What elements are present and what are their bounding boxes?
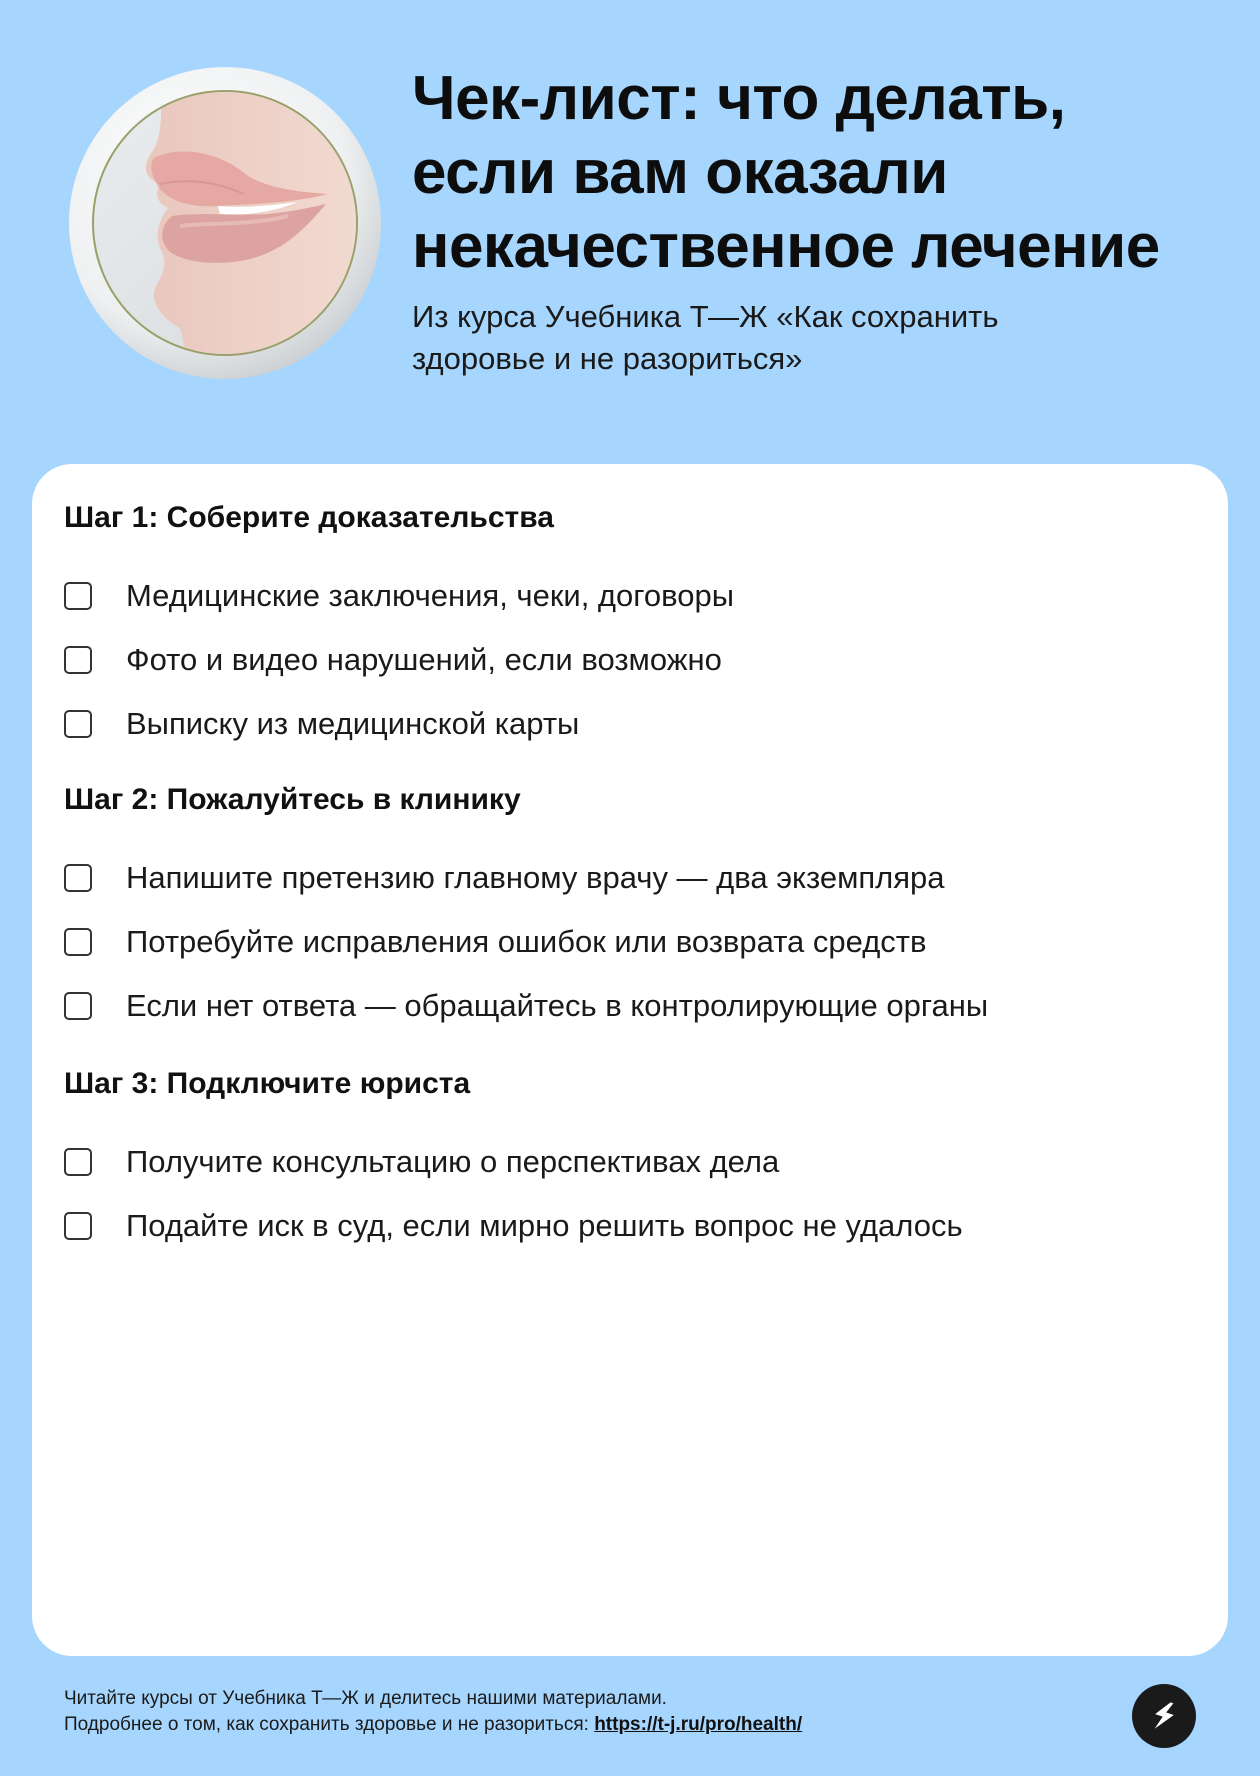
checklist-item-label: Выписку из медицинской карты bbox=[126, 706, 580, 741]
subtitle-line: здоровье и не разориться» bbox=[412, 341, 803, 376]
footer bbox=[64, 1686, 1064, 1738]
checklist-item[interactable] bbox=[64, 910, 1204, 974]
checkbox[interactable] bbox=[64, 864, 92, 892]
lightning-icon bbox=[1146, 1698, 1182, 1734]
step-3 bbox=[64, 1064, 1204, 1258]
checklist-card bbox=[32, 464, 1228, 1656]
title-line: Чек-лист: что делать, bbox=[412, 64, 1066, 133]
checklist-item[interactable] bbox=[64, 1130, 1204, 1194]
page-title bbox=[412, 62, 1232, 284]
footer-line: Читайте курсы от Учебника Т—Ж и делитесь нашими материалами. bbox=[64, 1688, 667, 1709]
checklist-item-label: Получите консультацию о перспективах дела bbox=[126, 1144, 780, 1179]
checkbox[interactable] bbox=[64, 1212, 92, 1240]
step-1 bbox=[64, 498, 1204, 756]
checklist bbox=[64, 564, 1204, 756]
checklist-item-label: Подайте иск в суд, если мирно решить вопрос не удалось bbox=[126, 1208, 963, 1243]
checklist-item[interactable] bbox=[64, 974, 1204, 1038]
step-title: Шаг 3: Подключите юриста bbox=[64, 1067, 471, 1100]
checklist-item-label: Если нет ответа — обращайтесь в контролирующие органы bbox=[126, 988, 989, 1023]
checkbox[interactable] bbox=[64, 582, 92, 610]
checklist bbox=[64, 846, 1204, 1038]
footer-text: Подробнее о том, как сохранить здоровье и не разориться: bbox=[64, 1714, 595, 1735]
checklist-item[interactable] bbox=[64, 846, 1204, 910]
checklist-item-label: Потребуйте исправления ошибок или возврата средств bbox=[126, 924, 927, 959]
title-line: некачественное лечение bbox=[412, 212, 1160, 281]
checkbox[interactable] bbox=[64, 1148, 92, 1176]
checkbox[interactable] bbox=[64, 928, 92, 956]
subtitle-line: Из курса Учебника Т—Ж «Как сохранить bbox=[412, 299, 999, 334]
checkbox[interactable] bbox=[64, 992, 92, 1020]
checklist-item[interactable] bbox=[64, 692, 1204, 756]
footer-link[interactable]: https://t-j.ru/pro/health/ bbox=[594, 1714, 803, 1735]
step-2 bbox=[64, 780, 1204, 1038]
step-title: Шаг 2: Пожалуйтесь в клинику bbox=[64, 783, 521, 816]
mirror-illustration bbox=[68, 66, 382, 380]
step-title: Шаг 1: Соберите доказательства bbox=[64, 501, 554, 534]
checklist-item[interactable] bbox=[64, 628, 1204, 692]
checklist bbox=[64, 1130, 1204, 1258]
title-line: если вам оказали bbox=[412, 138, 948, 207]
checklist-item-label: Медицинские заключения, чеки, договоры bbox=[126, 578, 734, 613]
checklist-item-label: Напишите претензию главному врачу — два экземпляра bbox=[126, 860, 945, 895]
checklist-item[interactable] bbox=[64, 564, 1204, 628]
checkbox[interactable] bbox=[64, 710, 92, 738]
checkbox[interactable] bbox=[64, 646, 92, 674]
checklist-item[interactable] bbox=[64, 1194, 1204, 1258]
footer-line bbox=[64, 1712, 1064, 1738]
page-subtitle bbox=[412, 296, 1132, 380]
checklist-item-label: Фото и видео нарушений, если возможно bbox=[126, 642, 722, 677]
brand-logo[interactable] bbox=[1132, 1684, 1196, 1748]
